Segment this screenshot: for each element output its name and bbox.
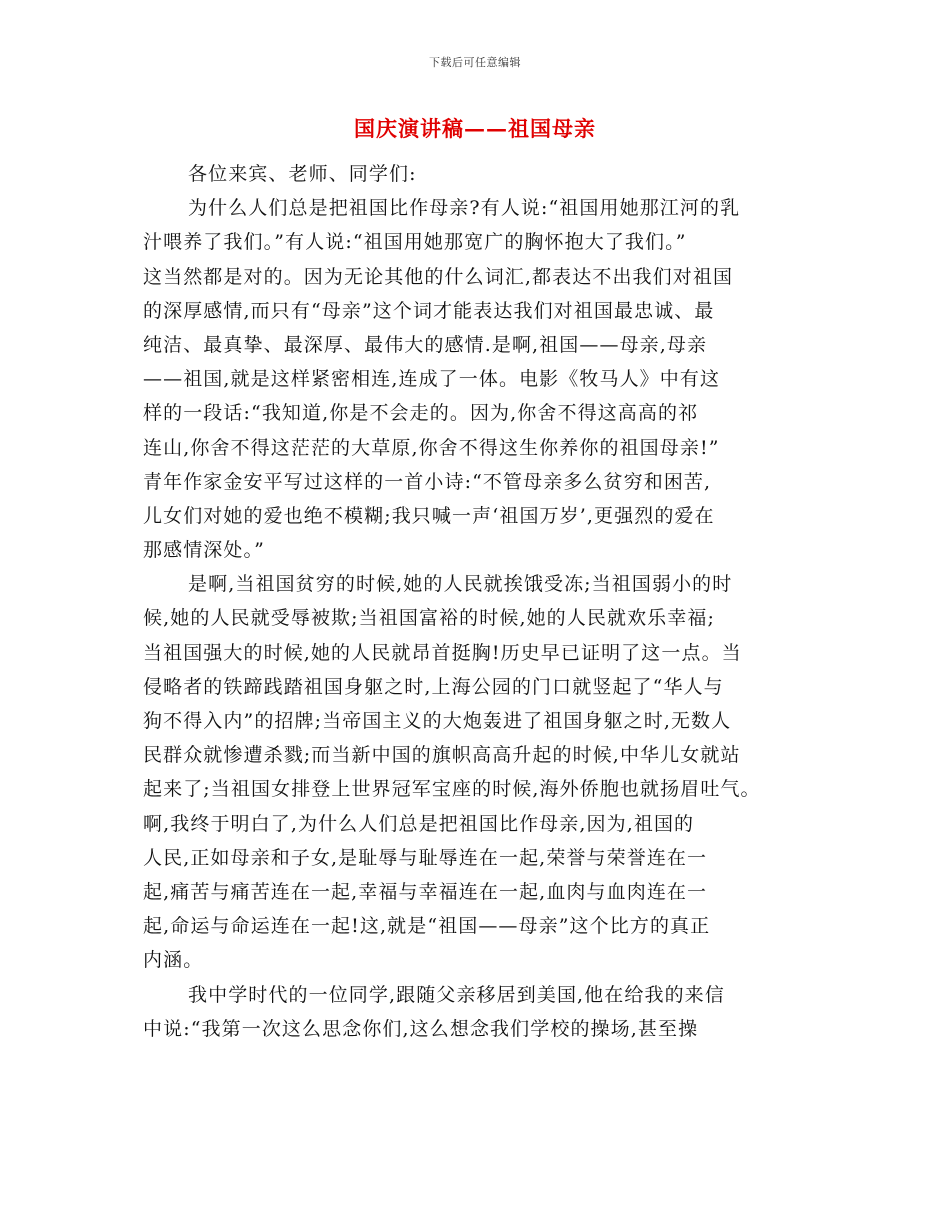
text-line: 民群众就惨遭杀戮;而当新中国的旗帜高高升起的时候,中华儿女就站 <box>143 744 741 767</box>
text-line: 起,命运与命运连在一起!这,就是“祖国——母亲”这个比方的真正 <box>143 915 711 938</box>
text-line: 我中学时代的一位同学,跟随父亲移居到美国,他在给我的来信 <box>188 983 725 1006</box>
text-line: 啊,我终于明白了,为什么人们总是把祖国比作母亲,因为,祖国的 <box>143 812 695 835</box>
text-line: 内涵。 <box>143 949 204 972</box>
speech-body <box>143 157 823 1046</box>
text-line: 狗不得入内”的招牌;当帝国主义的大炮轰进了祖国身躯之时,无数人 <box>143 710 732 732</box>
text-line: 青年作家金安平写过这样的一首小诗:“不管母亲多么贫穷和困苦, <box>143 470 712 493</box>
header-note: 下载后可任意编辑 <box>429 56 521 69</box>
text-line: 侵略者的铁蹄践踏祖国身躯之时,上海公园的门口就竖起了“华人与 <box>143 675 724 698</box>
text-line: 起来了;当祖国女排登上世界冠军宝座的时候,海外侨胞也就扬眉吐气。 <box>143 778 761 801</box>
text-line: 当祖国强大的时候,她的人民就昂首挺胸!历史早已证明了这一点。当 <box>143 641 742 664</box>
text-line: 中说:“我第一次这么思念你们,这么想念我们学校的操场,甚至操 <box>143 1017 699 1040</box>
text-line: 汁喂养了我们。”有人说:“祖国用她那宽广的胸怀抱大了我们。” <box>143 231 687 254</box>
text-line: 候,她的人民就受辱被欺;当祖国富裕的时候,她的人民就欢乐幸福; <box>143 607 715 630</box>
text-line: 人民,正如母亲和子女,是耻辱与耻辱连在一起,荣誉与荣誉连在一 <box>143 846 708 869</box>
text-line: 那感情深处。” <box>143 539 265 562</box>
text-line: 儿女们对她的爱也绝不模糊;我只喊一声‘祖国万岁’,更强烈的爱在 <box>143 504 715 527</box>
text-line: 连山,你舍不得这茫茫的大草原,你舍不得这生你养你的祖国母亲!” <box>143 436 720 459</box>
text-line: 样的一段话:“我知道,你是不会走的。因为,你舍不得这高高的祁 <box>143 402 699 425</box>
text-line: 这当然都是对的。因为无论其他的什么词汇,都表达不出我们对祖国 <box>143 265 734 288</box>
text-line: 纯洁、最真挚、最深厚、最伟大的感情.是啊,祖国——母亲,母亲 <box>143 333 708 356</box>
text-line: ——祖国,就是这样紧密相连,连成了一体。电影《牧马人》中有这 <box>143 368 721 391</box>
text-line: 起,痛苦与痛苦连在一起,幸福与幸福连在一起,血肉与血肉连在一 <box>143 880 708 903</box>
text-line: 各位来宾、老师、同学们: <box>188 163 417 185</box>
text-line: 的深厚感情,而只有“母亲”这个词才能表达我们对祖国最忠诚、最 <box>143 299 715 322</box>
text-line: 为什么人们总是把祖国比作母亲?有人说:“祖国用她那江河的乳 <box>188 197 741 220</box>
text-line: 是啊,当祖国贫穷的时候,她的人民就挨饿受冻;当祖国弱小的时 <box>188 573 733 596</box>
document-title: 国庆演讲稿——祖国母亲 <box>354 116 596 141</box>
